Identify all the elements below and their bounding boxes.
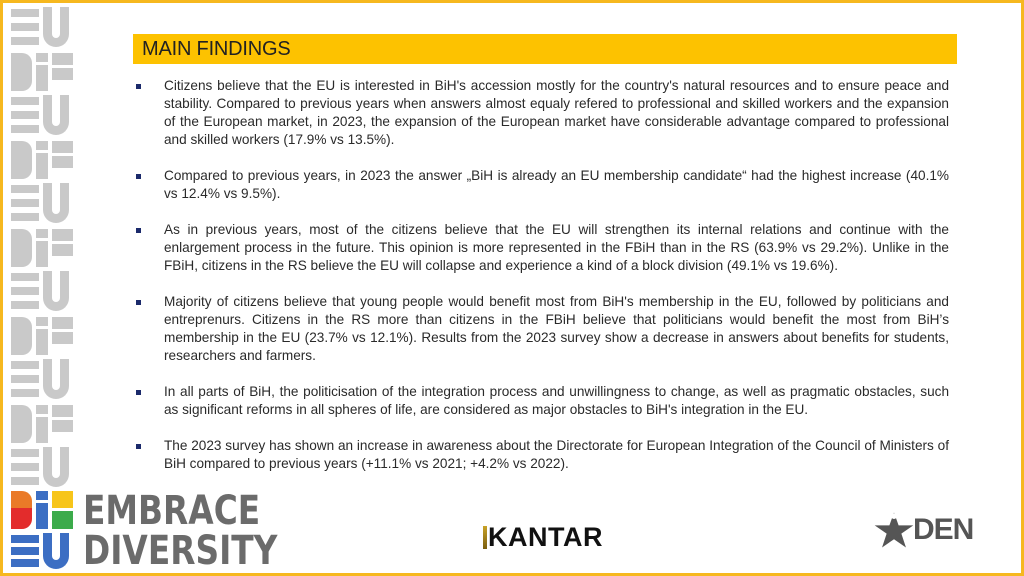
eu-glyph <box>11 183 73 223</box>
dei-logo <box>871 505 991 555</box>
eu-glyph <box>11 271 73 311</box>
kantar-wordmark: KANTAR <box>488 522 603 552</box>
kantar-logo <box>483 522 603 553</box>
eu-glyph <box>11 359 73 399</box>
finding-text: Citizens believe that the EU is interested in BiH's accession mostly for the country's natural resources and to ensure peace and stability. Compared to previous years when answers almost equaly refered to professional and skilled workers and the expansion of the European market, in 2023, the expansion of the European market have considerable advantage compared to professional and skilled workers (17.9% vs 13.5%). <box>164 78 949 147</box>
campaign-line-2: DIVERSITY <box>83 528 278 574</box>
finding-item <box>133 77 949 149</box>
bih-glyph <box>11 139 73 179</box>
finding-item <box>133 437 949 473</box>
finding-text: Majority of citizens believe that young people would benefit most from BiH's membership in the EU, followed by politicians and entreprenurs. Citizens in the RS more than citizens in the FBiH believe that politicians would benefit the most from BiH’s membership in the EU (23.7% vs 12.1%). Results from the 2023 survey show a decrease in answers about benefits for students, researchers and farmers. <box>164 294 949 363</box>
eu-bih-decorative-column <box>11 7 73 485</box>
square-bullet-icon <box>136 84 141 89</box>
bih-glyph <box>11 315 73 355</box>
finding-text: In all parts of BiH, the politicisation of the integration process and unwillingness to change, as well as pragmatic obstacles, such as significant reforms in all spheres of life, are considered as major obstacles to BiH's integration in the EU. <box>164 384 949 417</box>
finding-item <box>133 293 949 365</box>
finding-item <box>133 167 949 203</box>
campaign-line-1: EMBRACE <box>83 488 261 534</box>
bih-eu-color-logo <box>11 491 73 571</box>
square-bullet-icon <box>136 390 141 395</box>
square-bullet-icon <box>136 300 141 305</box>
finding-text: As in previous years, most of the citizens believe that the EU will strengthen its internal relations and continue with the enlargement process in the future. This opinion is more represented in the FBiH than in the RS (63.9% vs 29.2%). Unlike in the FBiH, citizens in the RS believe the EU will collapse and experience a kind of a block division (49.1% vs 19.6%). <box>164 222 949 273</box>
square-bullet-icon <box>136 174 141 179</box>
findings-list <box>133 77 949 491</box>
bih-glyph <box>11 403 73 443</box>
eu-glyph <box>11 7 73 47</box>
finding-item <box>133 383 949 419</box>
square-bullet-icon <box>136 228 141 233</box>
embrace-diversity-logo-text <box>83 488 278 574</box>
kantar-mark-icon <box>483 526 487 549</box>
star-icon <box>871 507 917 553</box>
finding-text: Compared to previous years, in 2023 the answer „BiH is already an EU membership candidate“ had the highest increase (40.1% vs 12.4% vs 9.5%). <box>164 168 949 201</box>
eu-glyph <box>11 447 73 487</box>
dei-wordmark: DEN <box>913 513 974 546</box>
bih-glyph <box>11 51 73 91</box>
finding-text: The 2023 survey has shown an increase in awareness about the Directorate for European Integration of the Council of Ministers of BiH compared to previous years (+11.1% vs 2021; +4.2% vs 2022). <box>164 438 949 471</box>
section-header <box>133 34 957 64</box>
eu-glyph <box>11 95 73 135</box>
page-title: MAIN FINDINGS <box>142 37 291 60</box>
square-bullet-icon <box>136 444 141 449</box>
finding-item <box>133 221 949 275</box>
bih-glyph <box>11 227 73 267</box>
